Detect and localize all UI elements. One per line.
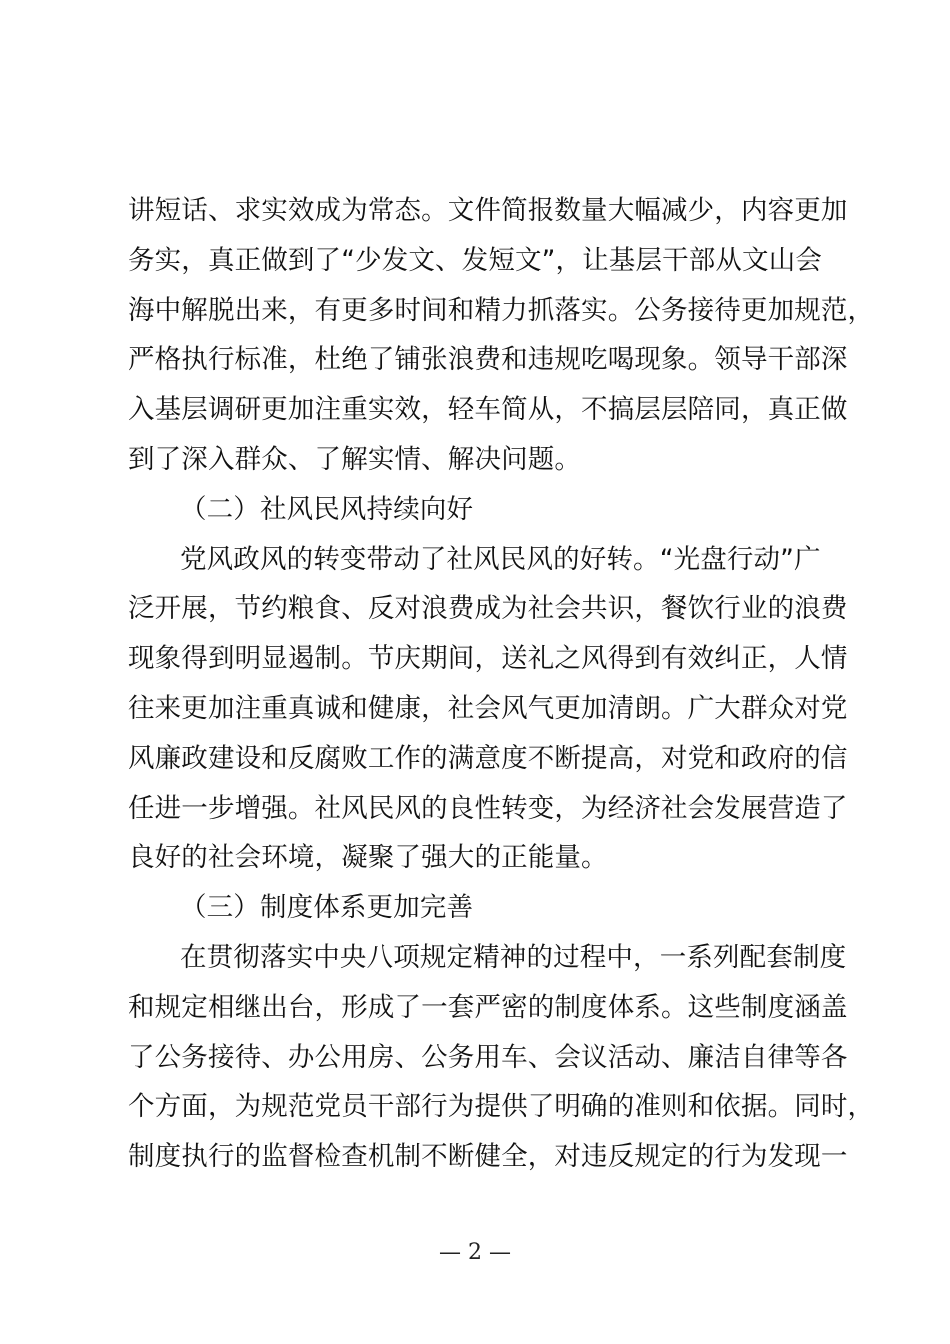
body-line: 往来更加注重真诚和健康，社会风气更加清朗。广大群众对党 [128,692,848,724]
body-line: 制度执行的监督检查机制不断健全，对违反规定的行为发现一 [128,1141,848,1173]
body-line: 了公务接待、办公用房、公务用车、会议活动、廉洁自律等各 [128,1041,848,1073]
body-line: 在贯彻落实中央八项规定精神的过程中，一系列配套制度 [180,941,847,973]
body-line: 和规定相继出台，形成了一套严密的制度体系。这些制度涵盖 [128,991,848,1023]
body-line: 入基层调研更加注重实效，轻车简从，不搞层层陪同，真正做 [128,394,848,426]
body-line: 泛开展，节约粮食、反对浪费成为社会共识，餐饮行业的浪费 [128,593,848,625]
body-line: 到了深入群众、了解实情、解决问题。 [128,443,582,475]
section-heading: （二）社风民风持续向好 [180,493,474,525]
body-line: 严格执行标准，杜绝了铺张浪费和违规吃喝现象。领导干部深 [128,344,848,376]
body-line: 务实，真正做到了“少发文、发短文”，让基层干部从文山会 [128,244,823,276]
page-number: — 2 — [439,1240,511,1265]
section-heading: （三）制度体系更加完善 [180,892,474,924]
body-line: 党风政风的转变带动了社风民风的好转。“光盘行动”广 [180,543,821,575]
body-line: 个方面，为规范党员干部行为提供了明确的准则和依据。同时， [128,1091,875,1123]
body-line: 现象得到明显遏制。节庆期间，送礼之风得到有效纠正，人情 [128,643,848,675]
body-line: 风廉政建设和反腐败工作的满意度不断提高，对党和政府的信 [128,742,848,774]
body-line: 讲短话、求实效成为常态。文件简报数量大幅减少，内容更加 [128,195,848,226]
body-line: 良好的社会环境，凝聚了强大的正能量。 [128,842,608,874]
body-line: 海中解脱出来，有更多时间和精力抓落实。公务接待更加规范， [128,294,875,326]
document-body [128,186,875,1182]
body-line: 任进一步增强。社风民风的良性转变，为经济社会发展营造了 [128,792,848,824]
